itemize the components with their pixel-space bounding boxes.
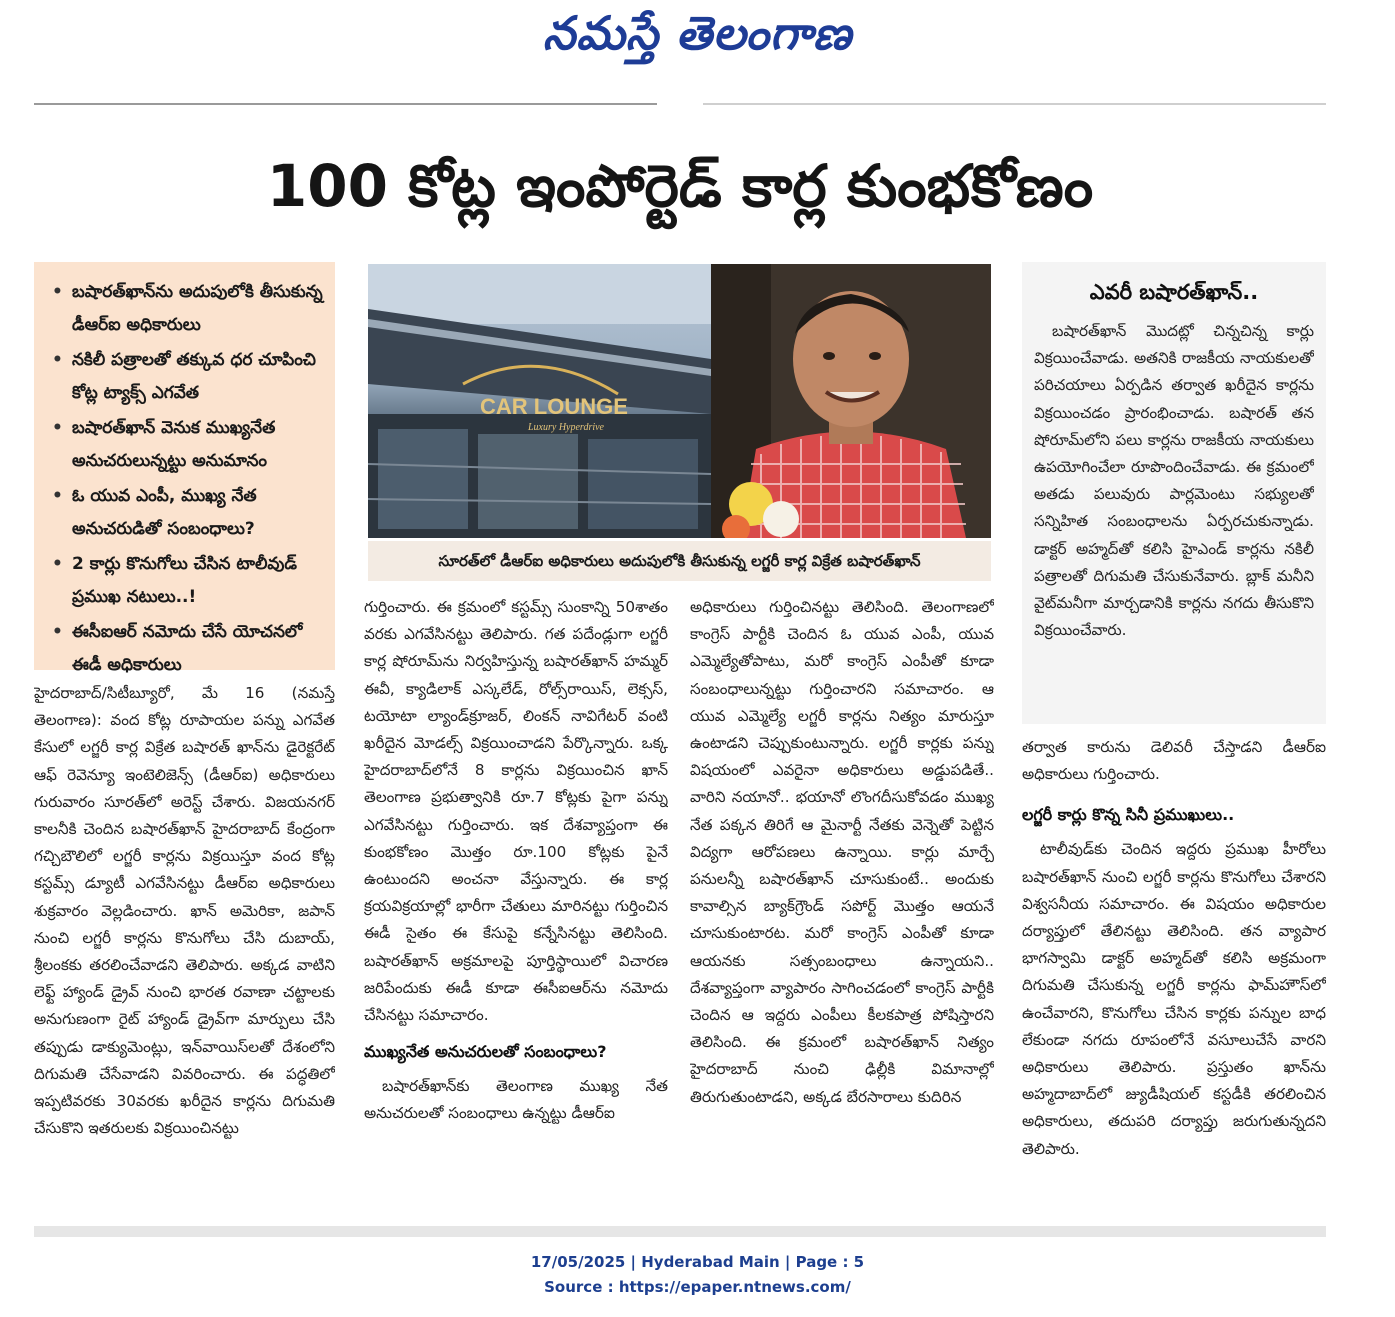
footer-source-link[interactable]: Source : https://epaper.ntnews.com/ — [544, 1278, 851, 1296]
article-paragraph: గుర్తించారు. ఈ క్రమంలో కస్టమ్స్ సుంకాన్ని 50శాతం వరకు ఎగవేసినట్టు తెలిపారు. గత పదేండ్లుగా లగ్జరీ కార్ల షోరూమ్‌ను నిర్వహిస్తున్న బషారత్‌ఖాన్ హమ్మర్ ఈవీ, క్యాడిలాక్ ఎస్కలేడ్, రోల్స్‌రాయిస్, లెక్సస్, టయోటా ల్యాండ్‌క్రూజర్, లింకన్ నావిగేటర్ వంటి ఖరీదైన మోడల్స్ విక్రయించాడని పేర్కొన్నారు. ఒక్క హైదరాబాద్‌లోనే 8 కార్లను విక్రయించిన ఖాన్ తెలంగాణ ప్రభుత్వానికి రూ.7 కోట్లకు పైగా పన్ను ఎగవేసినట్టు గుర్తించారు. ఇక దేశవ్యాప్తంగా ఈ కుంభకోణం మొత్తం రూ.100 కోట్లకు పైనే ఉంటుందని అంచనా వేస్తున్నారు. ఈ కార్ల క్రయవిక్రయాల్లో భారీగా చేతులు మారినట్టు గుర్తించిన ఈడీ సైతం ఈ కేసుపై కన్నేసినట్టు తెలిసింది. బషారత్‌ఖాన్ అక్రమాలపై పూర్తిస్థాయిలో విచారణ జరిపేందుకు ఈడీ కూడా ఈసీఐఆర్‌ను నమోదు చేసినట్టు సమాచారం. — [364, 598, 668, 1025]
photo-caption: సూరత్‌లో డీఆర్‌ఐ అధికారులు అదుపులోకి తీసుకున్న లగ్జరీ కార్ల విక్రేత బషారత్‌ఖాన్ — [368, 541, 991, 581]
highlight-item: • బషారత్‌ఖాన్ వెనుక ముఖ్యనేత అనుచరులున్నట్టు అనుమానం — [52, 412, 325, 478]
article-paragraph: హైదరాబాద్/సిటీబ్యూరో, మే 16 (నమస్తే తెలంగాణ): వంద కోట్ల రూపాయల పన్ను ఎగవేత కేసులో లగ్జరీ కార్ల విక్రేత బషారత్ ఖాన్‌ను డైరెక్టరేట్ ఆఫ్ రెవెన్యూ ఇంటెలిజెన్స్ (డీఆర్‌ఐ) అధికారులు గురువారం సూరత్‌లో అరెస్ట్ చేశారు. విజయనగర్ కాలనీకి చెందిన బషారత్‌ఖాన్ హైదరాబాద్ కేంద్రంగా గచ్చిబౌలిలో లగ్జరీ కార్లను విక్రయిస్తూ వంద కోట్ల కస్టమ్స్ డ్యూటీ ఎగవేసినట్టు డీఆర్‌ఐ అధికారులు శుక్రవారం వెల్లడించారు. ఖాన్ అమెరికా, జపాన్ నుంచి లగ్జరీ కార్లను కొనుగోలు చేసి దుబాయ్, శ్రీలంకకు తరలించేవాడని తెలిపారు. అక్కడ వాటిని లెఫ్ట్ హ్యాండ్ డ్రైవ్ నుంచి భారత రవాణా చట్టాలకు అనుగుణంగా రైట్ హ్యాండ్ డ్రైవ్‌గా మార్పులు చేసి తప్పుడు డాక్యుమెంట్లు, ఇన్‌వాయిస్‌లతో దేశంలోని దిగుమతి చేసేవాడని వివరించారు. ఈ పద్ధతిలో ఇప్పటివరకు 30వరకు ఖరీదైన కార్లను దిగుమతి చేసుకొని ఇతరులకు విక్రయించినట్టు — [34, 684, 335, 1138]
article-paragraph: తర్వాత కారును డెలివరీ చేస్తాడని డీఆర్‌ఐ అధికారులు గుర్తించారు. — [1022, 738, 1326, 784]
page-bottom-band — [34, 1226, 1326, 1237]
car-lounge-storefront-photo — [368, 264, 711, 538]
article-column-4 — [1022, 734, 1326, 1220]
sidebar-body — [1034, 318, 1314, 718]
article-paragraph: బషారత్‌ఖాన్‌కు తెలంగాణ ముఖ్య నేత అనుచరులతో సంబంధాలు ఉన్నట్టు డీఆర్‌ఐ — [364, 1077, 668, 1123]
newspaper-masthead: నమస్తే తెలంగాణ — [542, 6, 853, 60]
masthead-divider-right — [703, 103, 1326, 105]
highlight-item: • ఓ యువ ఎంపీ, ముఖ్య నేత అనుచరుడితో సంబంధాలు? — [52, 480, 325, 546]
highlight-item: • నకిలీ పత్రాలతో తక్కువ ధర చూపించి కోట్ల ట్యాక్స్ ఎగవేత — [52, 344, 325, 410]
section-subheading: లగ్జరీ కార్లు కొన్న సినీ ప్రముఖులు.. — [1022, 805, 1235, 825]
highlight-item: • 2 కార్లు కొనుగోలు చేసిన టాలీవుడ్ ప్రముఖ నటులు..! — [52, 548, 325, 614]
section-subheading: ముఖ్యనేత అనుచరులతో సంబంధాలు? — [364, 1042, 607, 1062]
highlights-list — [34, 262, 335, 682]
portrait-illustration — [711, 264, 991, 538]
sidebar-paragraph: బషారత్‌ఖాన్ మొదట్లో చిన్నచిన్న కార్లు విక్రయించేవాడు. అతనికి రాజకీయ నాయకులతో పరిచయాలు ఏర్పడిన తర్వాత ఖరీదైన కార్లను విక్రయించడం ప్రారంభించాడు. బషారత్ తన షోరూమ్‌లోని పలు కార్లను రాజకీయ నాయకులు ఉపయోగించేలా రూపొందించేవాడు. ఈ క్రమంలో అతడు పలువురు పార్లమెంటు సభ్యులతో సన్నిహిత సంబంధాలను ఏర్పరచుకున్నాడు. డాక్టర్ అహ్మద్‌తో కలిసి హైఎండ్ కార్లను నకిలీ పత్రాలతో దిగుమతి చేసుకునేవారు. బ్లాక్ మనీని వైట్‌మనీగా మార్చడానికి కార్లను నగదు తీసుకొని విక్రయించేవారు. — [1034, 322, 1314, 640]
store-sign-text: CAR LOUNGE — [480, 394, 628, 419]
article-column-1 — [34, 680, 335, 1220]
article-paragraph: టాలీవుడ్‌కు చెందిన ఇద్దరు ప్రముఖ హీరోలు బషారత్‌ఖాన్ నుంచి లగ్జరీ కార్లను కొనుగోలు చేశారని విశ్వసనీయ సమాచారం. ఈ విషయం అధికారుల దర్యాప్తులో తేలినట్టు తెలిసింది. తన వ్యాపార భాగస్వామి డాక్టర్ అహ్మద్‌తో కలిసి అక్రమంగా దిగుమతి చేసుకున్న లగ్జరీ కార్లను ఫామ్‌హౌస్‌లో ఉంచేవారని, కొనుగోలు చేసిన కార్లకు పన్నుల బాధ లేకుండా నగదు రూపంలోనే వసూలుచేసే వారని అధికారులు తెలిపారు. ప్రస్తుతం ఖాన్‌ను అహ్మదాబాద్‌లో జ్యుడీషియల్ కస్టడీకి తరలించిన అధికారులు, తదుపరి దర్యాప్తు జరుగుతున్నదని తెలిపారు. — [1022, 840, 1326, 1158]
sidebar-title: ఎవరీ బషారత్‌ఖాన్.. — [1089, 280, 1259, 304]
basharat-khan-portrait-photo — [711, 264, 991, 538]
article-column-2 — [364, 594, 668, 1220]
storefront-illustration — [368, 264, 711, 538]
store-sign-subtext: Luxury Hyperdrive — [528, 422, 604, 433]
masthead-divider-left — [34, 103, 657, 105]
highlights-box — [34, 262, 335, 675]
article-paragraph: అధికారులు గుర్తించినట్టు తెలిసింది. తెలంగాణలో కాంగ్రెస్ పార్టీకి చెందిన ఓ యువ ఎంపీ, యువ ఎమ్మెల్యేతోపాటు, మరో కాంగ్రెస్ ఎంపీతో కూడా సంబంధాలున్నట్టు గుర్తించారని సమాచారం. ఆ యువ ఎమ్మెల్యే లగ్జరీ కార్లను నిత్యం మారుస్తూ ఉంటాడని చెప్పుకుంటున్నారు. లగ్జరీ కార్లకు పన్ను విషయంలో ఎవరైనా అధికారులు అడ్డుపడితే.. వారిని నయానో.. భయానో లొంగదీసుకోవడం ముఖ్య నేత పక్కన తిరిగే ఆ మైనార్టీ నేతకు వెన్నెతో పెట్టిన విద్యగా ఆరోపణలు ఉన్నాయి. కార్లు మార్చే పనులన్నీ బషారత్‌ఖాన్ చూసుకుంటే.. అందుకు కావాల్సిన బ్యాక్‌గ్రౌండ్ సపోర్ట్ మొత్తం ఆయనే చూసుకుంటారట. మరో కాంగ్రెస్ ఎంపీతో కూడా ఆయనకు సత్సంబంధాలు ఉన్నాయని.. దేశవ్యాప్తంగా వ్యాపారం సాగించడంలో కాంగ్రెస్ పార్టీకి చెందిన ఆ ఇద్దరు ఎంపీలు కీలకపాత్ర పోషిస్తారని తెలిసింది. ఈ క్రమంలో బషారత్‌ఖాన్ నిత్యం హైదరాబాద్ నుంచి ఢిల్లీకి విమానాల్లో తిరుగుతుంటాడని, అక్కడ బేరసారాలు కుదిరిన — [690, 598, 994, 1106]
footer-date-edition: 17/05/2025 | Hyderabad Main | Page : 5 — [530, 1253, 865, 1271]
highlight-item: • ఈసీఐఆర్ నమోదు చేసే యోచనలో ఈడీ అధికారులు — [52, 616, 325, 682]
article-headline: 100 కోట్ల ఇంపోర్టెడ్ కార్ల కుంభకోణం — [266, 152, 1094, 220]
highlight-item: • బషారత్‌ఖాన్‌ను అదుపులోకి తీసుకున్న డీఆర్‌ఐ అధికారులు — [52, 276, 325, 342]
article-column-3 — [690, 594, 994, 1220]
